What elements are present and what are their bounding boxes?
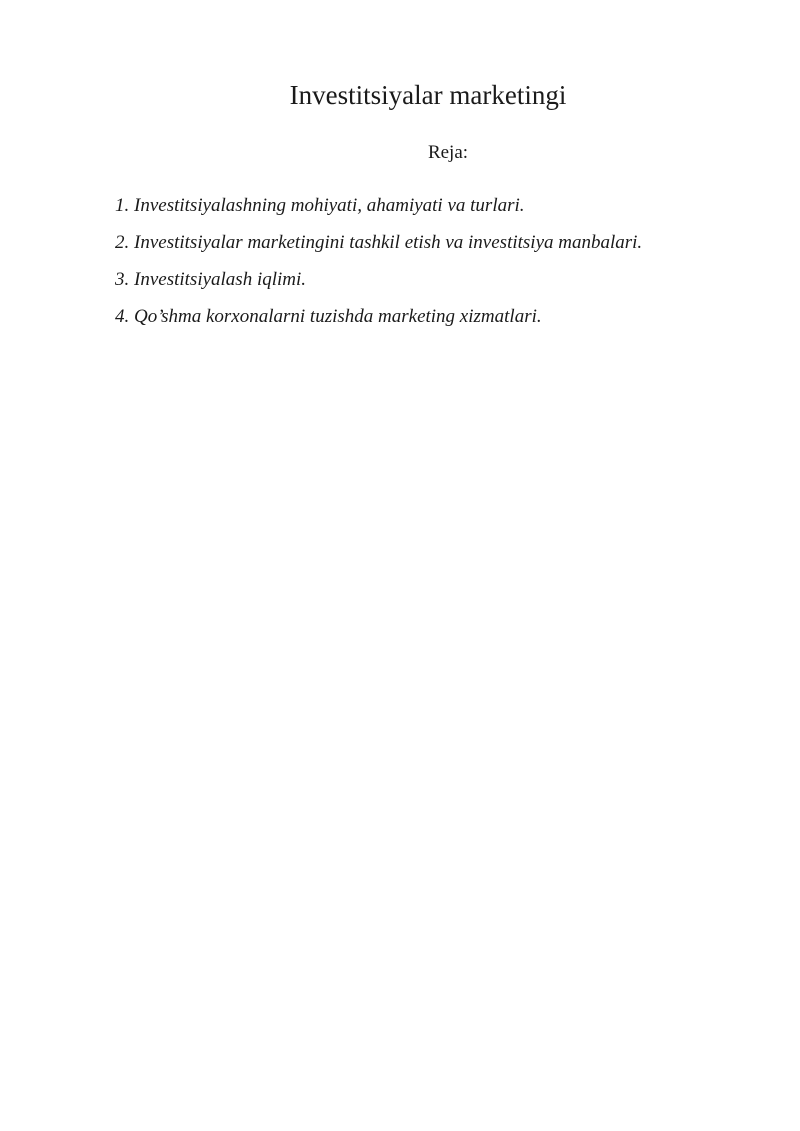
plan-item-2: 2. Investitsiyalar marketingini tashkil etish va investitsiya manbalari. bbox=[115, 232, 643, 253]
plan-item-1: 1. Investitsiyalashning mohiyati, ahamiyati va turlari. bbox=[115, 195, 525, 216]
plan-item-3: 3. Investitsiyalash iqlimi. bbox=[115, 269, 307, 290]
plan-item-4: 4. Qo’shma korxonalarni tuzishda marketing xizmatlari. bbox=[115, 306, 542, 327]
plan-list bbox=[115, 194, 765, 342]
document-title: Investitsiyalar marketingi bbox=[289, 80, 567, 110]
plan-heading: Reja: bbox=[427, 142, 469, 163]
